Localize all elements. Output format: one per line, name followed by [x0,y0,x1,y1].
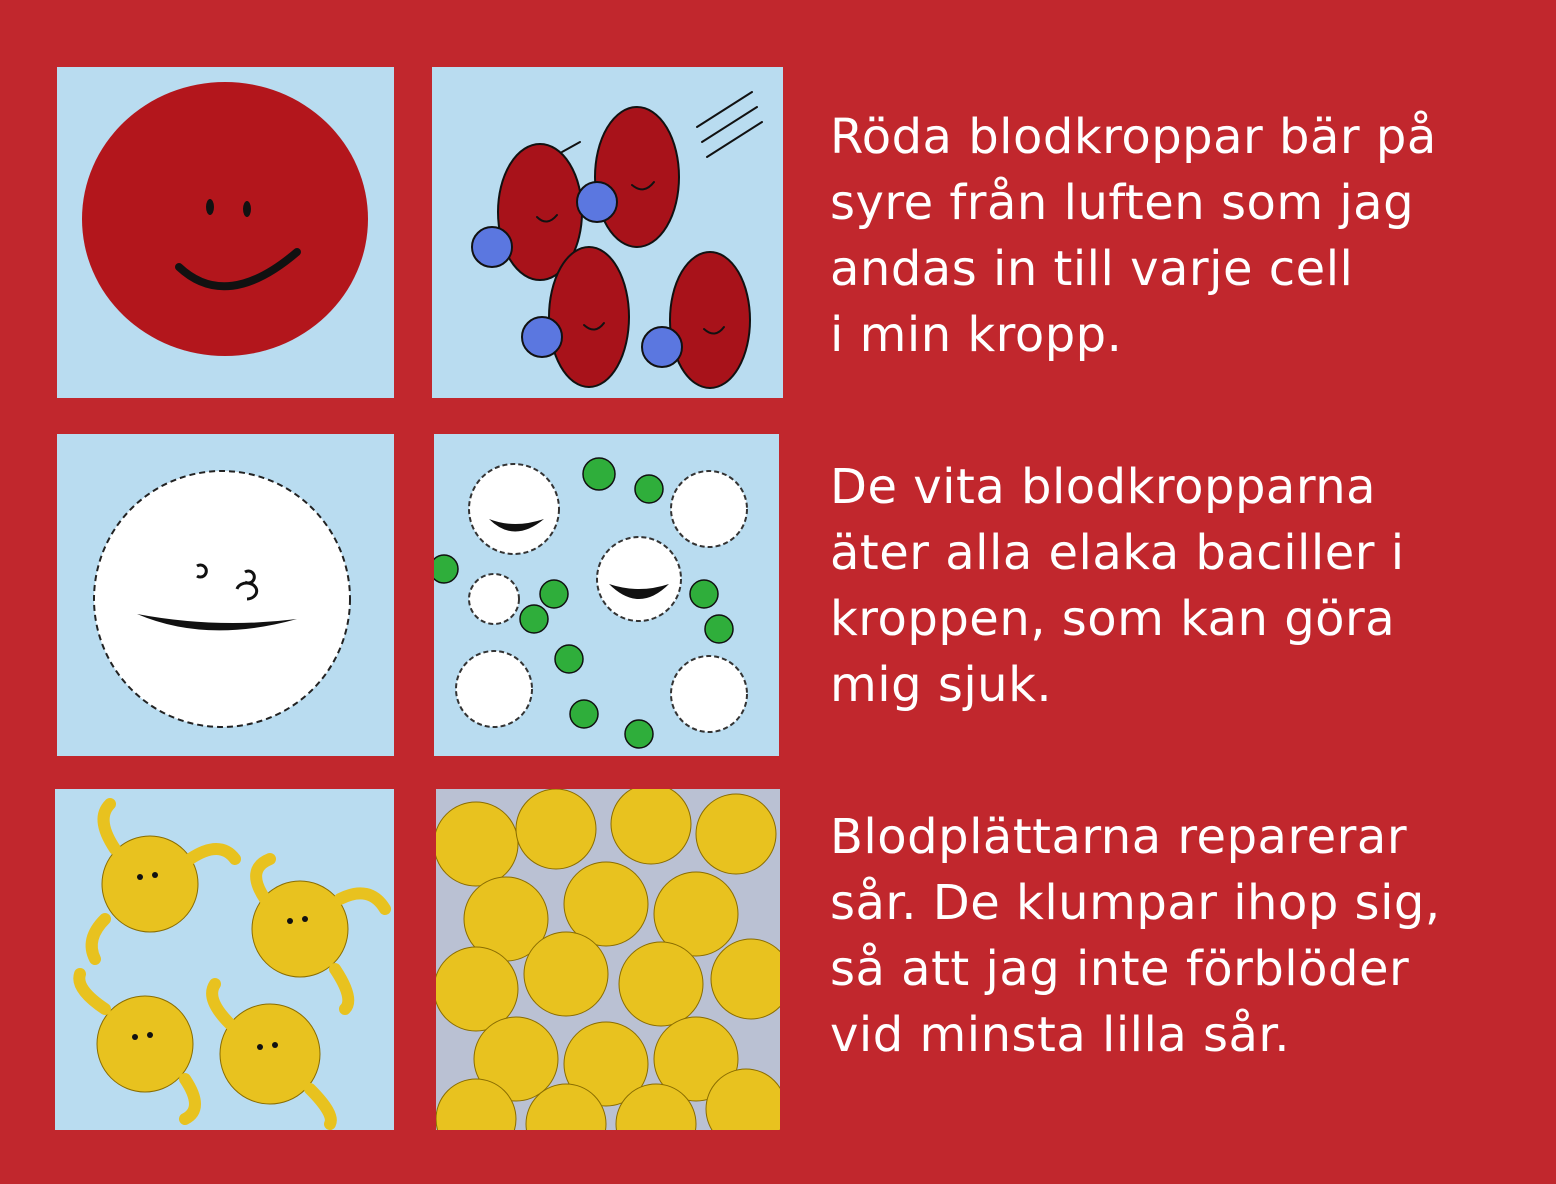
caption-line: vid minsta lilla sår. [830,1007,1291,1063]
panel-red-cells-carrying-oxygen [432,67,783,398]
caption-line: Blodplättarna reparerar [830,809,1408,865]
caption-line: Röda blodkroppar bär på [830,109,1437,165]
panel-platelets-single [55,789,394,1130]
caption-line: sår. De klumpar ihop sig, [830,875,1441,931]
red-cell-smiling-illustration [57,67,394,398]
red-cells-oxygen-illustration [432,67,783,398]
platelets-clump-illustration [436,789,780,1130]
caption-platelets [830,804,1530,1068]
caption-line: i min kropp. [830,307,1123,363]
caption-line: kroppen, som kan göra [830,591,1396,647]
caption-line: äter alla elaka baciller i [830,525,1405,581]
panel-red-cell-single [57,67,394,398]
caption-line: syre från luften som jag [830,175,1415,231]
caption-white-cells [830,454,1530,718]
panel-white-cell-single [57,434,394,756]
caption-red-cells [830,104,1530,368]
caption-line: De vita blodkropparna [830,459,1377,515]
white-cell-smiling-illustration [57,434,394,756]
panel-platelets-clumping [436,789,780,1130]
white-cells-bacteria-illustration [434,434,779,756]
caption-line: andas in till varje cell [830,241,1354,297]
caption-line: så att jag inte förblöder [830,941,1410,997]
panel-white-cells-eating-bacteria [434,434,779,756]
caption-line: mig sjuk. [830,657,1053,713]
platelets-illustration [55,789,394,1130]
